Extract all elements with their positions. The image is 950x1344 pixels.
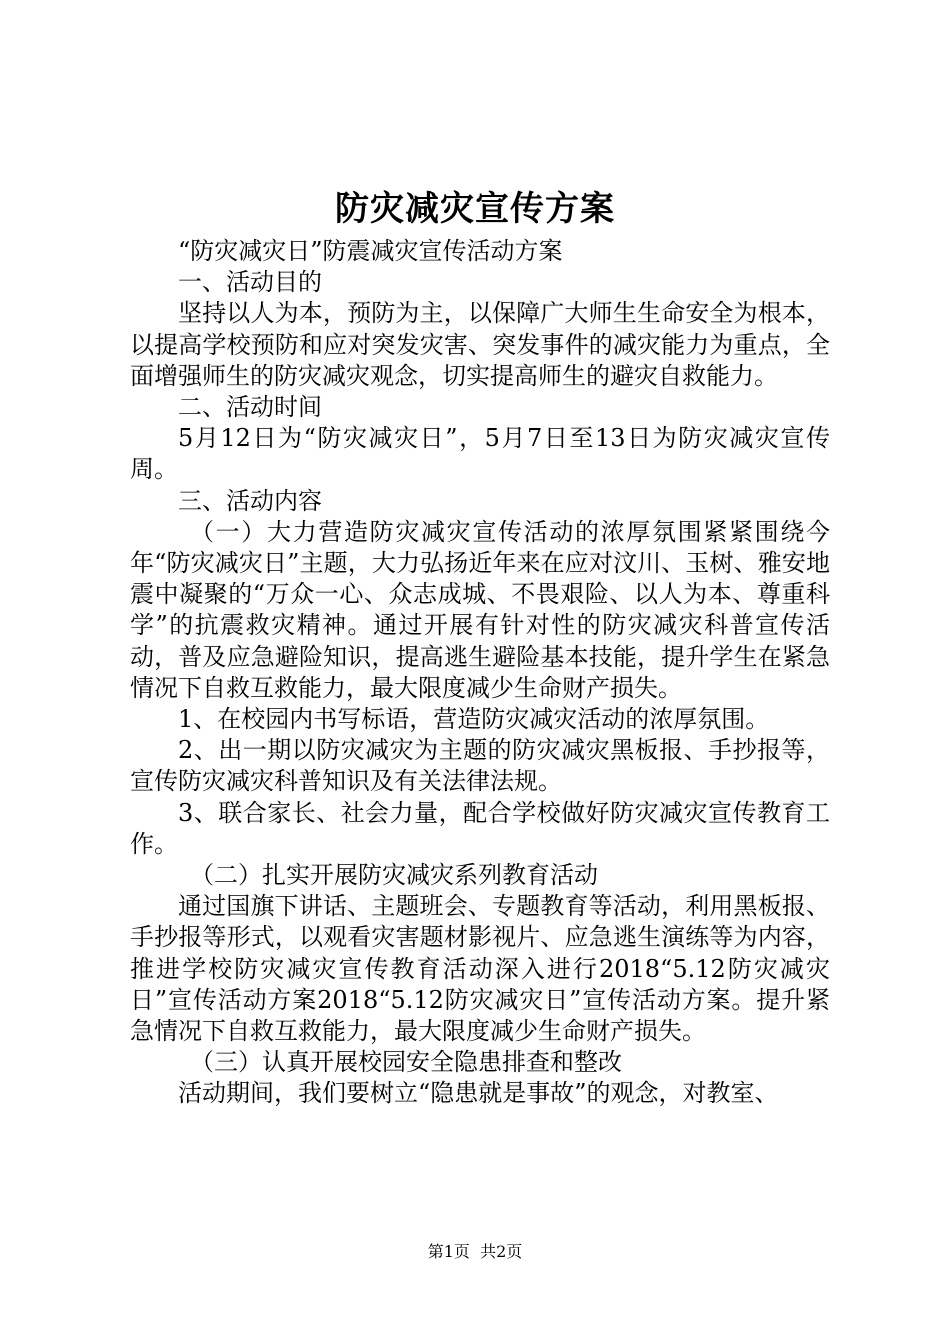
list-item: 1、在校园内书写标语，营造防灾减灾活动的浓厚氛围。 bbox=[178, 705, 770, 734]
paragraph: “防灾减灾日”防震减灾宣传活动方案 bbox=[178, 237, 563, 265]
page-footer bbox=[0, 1240, 950, 1264]
list-item: 2、出一期以防灾减灾为主题的防灾减灾黑板报、手抄报等，宣传防灾减灾科普知识及有关法律法规。 bbox=[130, 736, 830, 796]
paragraph: 活动期间，我们要树立“隐患就是事故”的观念，对教室、 bbox=[178, 1079, 779, 1108]
list-item: 3、联合家长、社会力量，配合学校做好防灾减灾宣传教育工作。 bbox=[130, 798, 830, 858]
paragraph: （一）大力营造防灾减灾宣传活动的浓厚氛围紧紧围绕今年“防灾减灾日”主题，大力弘扬近年来在应对汶川、玉树、雅安地震中凝聚的“万众一心、众志成城、不畏艰险、以人为本、尊重科学”的抗震救灾精神。通过开展有针对性的防灾减灾科普宣传活动，普及应急避险知识，提高逃生避险基本技能，提升学生在紧急情况下自救互救能力，最大限度减少生命财产损失。 bbox=[130, 517, 830, 702]
document-body bbox=[130, 236, 830, 1110]
section-heading: 三、活动内容 bbox=[178, 486, 322, 515]
paragraph: 通过国旗下讲话、主题班会、专题教育等活动，利用黑板报、手抄报等形式，以观看灾害题材影视片、应急逃生演练等为内容，推进学校防灾减灾宣传教育活动深入进行2018“5.12防灾减灾日”宣传活动方案2018“5.12防灾减灾日”宣传活动方案。提升紧急情况下自救互救能力，最大限度减少生命财产损失。 bbox=[130, 892, 830, 1046]
subsection-heading: （三）认真开展校园安全隐患排查和整改 bbox=[190, 1048, 622, 1077]
paragraph: 坚持以人为本，预防为主，以保障广大师生生命安全为根本，以提高学校预防和应对突发灾害、突发事件的减灾能力为重点，全面增强师生的防灾减灾观念，切实提高师生的避灾自救能力。 bbox=[130, 299, 830, 390]
paragraph: 5月12日为“防灾减灾日”，5月7日至13日为防灾减灾宣传周。 bbox=[130, 424, 830, 484]
page-number: 第1页 共2页 bbox=[427, 1242, 523, 1261]
section-heading: 二、活动时间 bbox=[178, 393, 322, 422]
subsection-heading: （二）扎实开展防灾减灾系列教育活动 bbox=[190, 861, 598, 890]
section-heading: 一、活动目的 bbox=[178, 268, 322, 297]
document-title: 防灾减灾宣传方案 bbox=[335, 189, 615, 229]
